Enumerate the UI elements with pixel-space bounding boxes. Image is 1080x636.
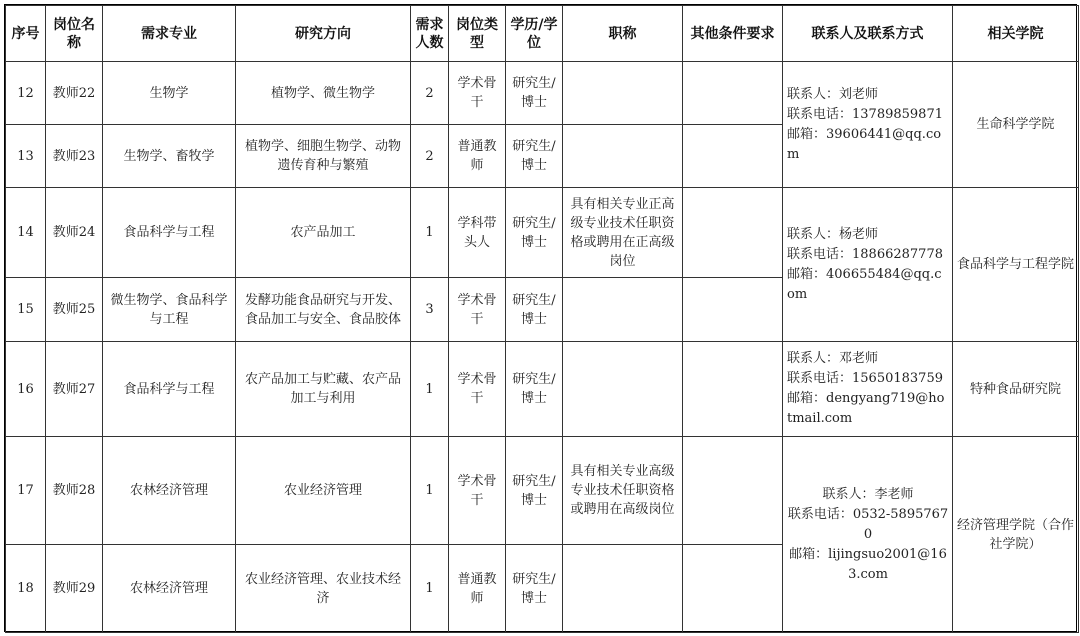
college-cell: 经济管理学院（合作社学院） xyxy=(953,437,1079,633)
cell-no: 12 xyxy=(6,62,46,125)
cell-edu: 研究生/博士 xyxy=(506,437,563,545)
header-contact: 联系人及联系方式 xyxy=(783,6,953,62)
cell-type: 学术骨干 xyxy=(449,437,506,545)
contact-cell-food-science xyxy=(783,188,953,342)
cell-no: 17 xyxy=(6,437,46,545)
recruitment-table xyxy=(5,5,1079,633)
cell-post: 教师25 xyxy=(46,278,103,342)
contact-phone: 联系电话：13789859871 xyxy=(787,106,943,122)
table-row xyxy=(6,437,1079,545)
header-title: 职称 xyxy=(563,6,683,62)
header-no: 序号 xyxy=(6,6,46,62)
cell-other xyxy=(683,437,783,545)
contact-phone: 联系电话：18866287778 xyxy=(787,246,943,262)
contact-cell-life-science xyxy=(783,62,953,188)
cell-title xyxy=(563,278,683,342)
cell-direction: 农产品加工 xyxy=(236,188,411,278)
cell-major: 食品科学与工程 xyxy=(103,342,236,437)
cell-count: 1 xyxy=(411,342,449,437)
cell-other xyxy=(683,125,783,188)
cell-direction: 植物学、微生物学 xyxy=(236,62,411,125)
cell-other xyxy=(683,62,783,125)
cell-major: 生物学、畜牧学 xyxy=(103,125,236,188)
cell-edu: 研究生/博士 xyxy=(506,62,563,125)
cell-title xyxy=(563,342,683,437)
cell-edu: 研究生/博士 xyxy=(506,545,563,633)
cell-edu: 研究生/博士 xyxy=(506,188,563,278)
header-edu: 学历/学位 xyxy=(506,6,563,62)
cell-title: 具有相关专业高级专业技术任职资格或聘用在高级岗位 xyxy=(563,437,683,545)
cell-major: 农林经济管理 xyxy=(103,437,236,545)
cell-post: 教师23 xyxy=(46,125,103,188)
cell-post: 教师27 xyxy=(46,342,103,437)
header-count: 需求人数 xyxy=(411,6,449,62)
contact-phone: 联系电话：0532-58957670 xyxy=(787,506,949,542)
header-other: 其他条件要求 xyxy=(683,6,783,62)
cell-count: 2 xyxy=(411,125,449,188)
cell-edu: 研究生/博士 xyxy=(506,125,563,188)
cell-post: 教师28 xyxy=(46,437,103,545)
cell-direction: 农产品加工与贮藏、农产品加工与利用 xyxy=(236,342,411,437)
cell-other xyxy=(683,188,783,278)
cell-title xyxy=(563,545,683,633)
cell-no: 16 xyxy=(6,342,46,437)
contact-email: 邮箱：dengyang719@hotmail.com xyxy=(787,391,945,426)
cell-type: 普通教师 xyxy=(449,545,506,633)
cell-title xyxy=(563,62,683,125)
cell-type: 学术骨干 xyxy=(449,62,506,125)
contact-person: 联系人：刘老师 xyxy=(787,86,879,102)
cell-type: 普通教师 xyxy=(449,125,506,188)
cell-direction: 植物学、细胞生物学、动物遗传育种与繁殖 xyxy=(236,125,411,188)
contact-email: 邮箱：lijingsuo2001@163.com xyxy=(789,546,947,582)
cell-count: 2 xyxy=(411,62,449,125)
cell-no: 14 xyxy=(6,188,46,278)
cell-no: 18 xyxy=(6,545,46,633)
header-college: 相关学院 xyxy=(953,6,1079,62)
contact-person: 联系人：李老师 xyxy=(822,486,914,502)
contact-phone: 联系电话：15650183759 xyxy=(787,371,943,386)
cell-other xyxy=(683,278,783,342)
college-cell: 食品科学与工程学院 xyxy=(953,188,1079,342)
recruitment-table-sheet xyxy=(4,4,1077,632)
cell-count: 1 xyxy=(411,188,449,278)
header-direction: 研究方向 xyxy=(236,6,411,62)
college-cell: 生命科学学院 xyxy=(953,62,1079,188)
cell-major: 食品科学与工程 xyxy=(103,188,236,278)
contact-cell-economics xyxy=(783,437,953,633)
cell-edu: 研究生/博士 xyxy=(506,278,563,342)
header-major: 需求专业 xyxy=(103,6,236,62)
cell-no: 13 xyxy=(6,125,46,188)
table-row xyxy=(6,188,1079,278)
cell-title xyxy=(563,125,683,188)
cell-count: 1 xyxy=(411,437,449,545)
cell-post: 教师24 xyxy=(46,188,103,278)
contact-email: 邮箱：406655484@qq.com xyxy=(787,266,942,302)
cell-count: 3 xyxy=(411,278,449,342)
cell-direction: 农业经济管理、农业技术经济 xyxy=(236,545,411,633)
cell-post: 教师22 xyxy=(46,62,103,125)
cell-type: 学术骨干 xyxy=(449,342,506,437)
contact-email: 邮箱：39606441@qq.com xyxy=(787,126,942,162)
table-row xyxy=(6,342,1079,437)
header-type: 岗位类型 xyxy=(449,6,506,62)
cell-major: 农林经济管理 xyxy=(103,545,236,633)
cell-no: 15 xyxy=(6,278,46,342)
contact-person: 联系人：邓老师 xyxy=(787,351,879,366)
cell-other xyxy=(683,545,783,633)
cell-title: 具有相关专业正高级专业技术任职资格或聘用在正高级岗位 xyxy=(563,188,683,278)
cell-other xyxy=(683,342,783,437)
cell-edu: 研究生/博士 xyxy=(506,342,563,437)
contact-person: 联系人：杨老师 xyxy=(787,226,879,242)
table-row xyxy=(6,62,1079,125)
cell-type: 学术骨干 xyxy=(449,278,506,342)
cell-major: 生物学 xyxy=(103,62,236,125)
cell-direction: 发酵功能食品研究与开发、食品加工与安全、食品胶体 xyxy=(236,278,411,342)
college-cell: 特种食品研究院 xyxy=(953,342,1079,437)
cell-count: 1 xyxy=(411,545,449,633)
header-post: 岗位名称 xyxy=(46,6,103,62)
cell-direction: 农业经济管理 xyxy=(236,437,411,545)
header-row xyxy=(6,6,1079,62)
cell-major: 微生物学、食品科学与工程 xyxy=(103,278,236,342)
cell-post: 教师29 xyxy=(46,545,103,633)
contact-cell-special-food xyxy=(783,342,953,437)
cell-type: 学科带头人 xyxy=(449,188,506,278)
